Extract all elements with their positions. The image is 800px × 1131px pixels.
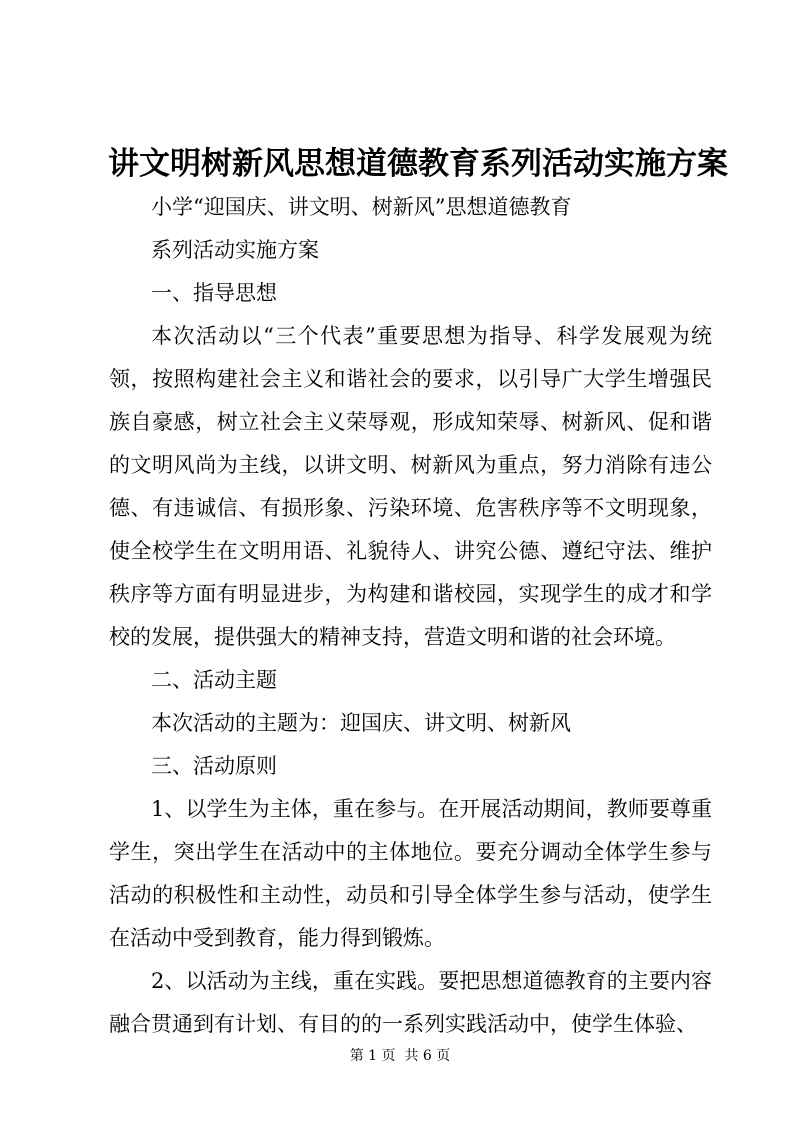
document-title: 讲文明树新风思想道德教育系列活动实施方案	[108, 146, 728, 182]
section-heading-activity-principles: 三、活动原则	[151, 754, 277, 778]
section-heading-activity-theme: 二、活动主题	[151, 668, 277, 692]
page-indicator: 第 1 页 共 6 页	[349, 1048, 451, 1064]
paragraph-guiding-thought: 本次活动以“三个代表”重要思想为指导、科学发展观为统领，按照构建社会主义和谐社会的要求，以引导广大学生增强民族自豪感，树立社会主义荣辱观，形成知荣辱、树新风、促和谐的文明风尚为主线，以讲文明、树新风为重点，努力消除有违公德、有违诚信、有损形象、污染环境、危害秩序等不文明现象，使全校学生在文明用语、礼貌待人、讲究公德、遵纪守法、维护秩序等方面有明显进步，为构建和谐校园，实现学生的成才和学校的发展，提供强大的精神支持，营造文明和谐的社会环境。	[109, 324, 712, 649]
document-body	[109, 186, 712, 1046]
paragraph-principle-2: 2、以活动为主线，重在实践。要把思想道德教育的主要内容融合贯通到有计划、有目的的一系列实践活动中，使学生体验、	[109, 969, 712, 1036]
paragraph-principle-1: 1、以学生为主体，重在参与。在开展活动期间，教师要尊重学生，突出学生在活动中的主体地位。要充分调动全体学生参与活动的积极性和主动性，动员和引导全体学生参与活动，使学生在活动中受到教育，能力得到锻炼。	[109, 797, 712, 950]
subtitle-line-1: 小学“迎国庆、讲文明、树新风”思想道德教育	[151, 195, 572, 219]
section-heading-guiding-thought: 一、指导思想	[151, 281, 277, 305]
paragraph-activity-theme: 本次活动的主题为：迎国庆、讲文明、树新风	[151, 711, 571, 735]
subtitle-line-2: 系列活动实施方案	[151, 238, 319, 262]
